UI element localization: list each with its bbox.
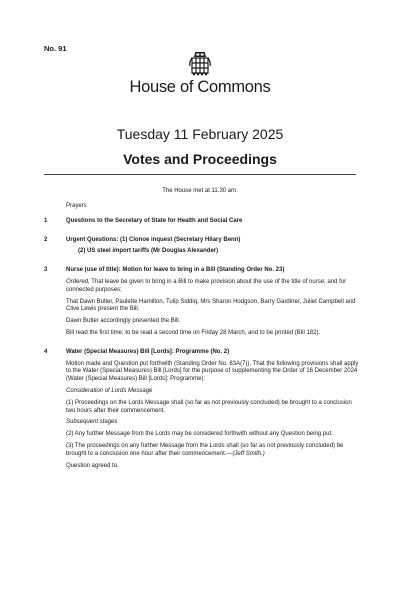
question-agreed: Question agreed to. bbox=[66, 462, 119, 469]
sitting-time: The House met at 11.30 am. bbox=[162, 188, 238, 194]
item-number: 2 bbox=[44, 236, 48, 243]
proceeding-item-4 bbox=[44, 349, 362, 475]
page-title: Votes and Proceedings bbox=[123, 151, 277, 167]
house-name: House of Commons bbox=[129, 78, 271, 96]
proceeding-item-3 bbox=[44, 267, 362, 342]
provision-1: (1) Proceedings on the Lords Message shall (so far as not previously concluded) be brought to a conclusion two hours after their commencement. bbox=[66, 399, 352, 414]
presented-paragraph: Dawn Butler accordingly presented the Bill. bbox=[66, 318, 181, 325]
reading-paragraph: Bill read the first time; to be read a second time on Friday 28 March, and to be printed (Bill 182). bbox=[66, 329, 321, 336]
item-title: Water (Special Measures) Bill [Lords]: Programme (No. 2) bbox=[66, 348, 230, 355]
title-divider bbox=[44, 174, 356, 175]
prayers-line: Prayers bbox=[66, 203, 87, 209]
section-heading-consideration: Consideration of Lords Message bbox=[66, 387, 153, 394]
issue-number: No. 91 bbox=[44, 44, 67, 53]
item-title: Urgent Questions: (1) Clonoe inquest (Secretary Hilary Benn) bbox=[66, 236, 241, 243]
section-heading-subsequent: Subsequent stages bbox=[66, 419, 118, 426]
item-title: Nurse (use of title): Motion for leave to bring in a Bill (Standing Order No. 23) bbox=[66, 267, 285, 274]
item-title: Questions to the Secretary of State for Health and Social Care bbox=[66, 217, 243, 224]
motion-paragraph: Motion made and Question put forthwith (Standing Order No. 83A(7)), That the following provisions shall apply to the Water (Special Measures) Bill [Lords] for the purpose of supplementing the Order of 16 December 2024 (Water (Special Measures) Bill [Lords]: Programme): bbox=[66, 360, 359, 383]
item-number: 4 bbox=[44, 348, 48, 355]
ordered-text: That leave be given to bring in a Bill to make provision about the use of the title of nurse; and for connected purposes; bbox=[66, 278, 347, 293]
proceeding-item-1 bbox=[44, 218, 362, 230]
ordered-word: Ordered, bbox=[66, 278, 90, 285]
ordered-paragraph bbox=[66, 279, 362, 295]
portcullis-icon bbox=[189, 52, 211, 76]
presenters-paragraph: That Dawn Butler, Paulette Hamilton, Tulip Siddiq, Mrs Sharon Hodgson, Barry Gardiner, Juliet Campbell and Clive Lewis present the Bill. bbox=[66, 298, 356, 313]
provision-3 bbox=[66, 443, 362, 459]
item-number: 1 bbox=[44, 217, 48, 224]
sitting-date: Tuesday 11 February 2025 bbox=[116, 126, 284, 142]
provision-3-text: (3) The proceedings on any further Message from the Lords shall (so far as not previously concluded) be brought to a conclusion one hour after their commencement.— bbox=[66, 442, 344, 457]
provision-3-attribution: (Jeff Smith.) bbox=[232, 450, 265, 457]
provision-2: (2) Any further Message from the Lords may be considered forthwith without any Question being put. bbox=[66, 431, 333, 438]
proceeding-item-2 bbox=[44, 237, 362, 261]
item-subtitle: (2) US steel import tariffs (Mr Douglas Alexander) bbox=[78, 248, 219, 255]
item-number: 3 bbox=[44, 267, 48, 274]
proceedings-list bbox=[44, 203, 362, 481]
